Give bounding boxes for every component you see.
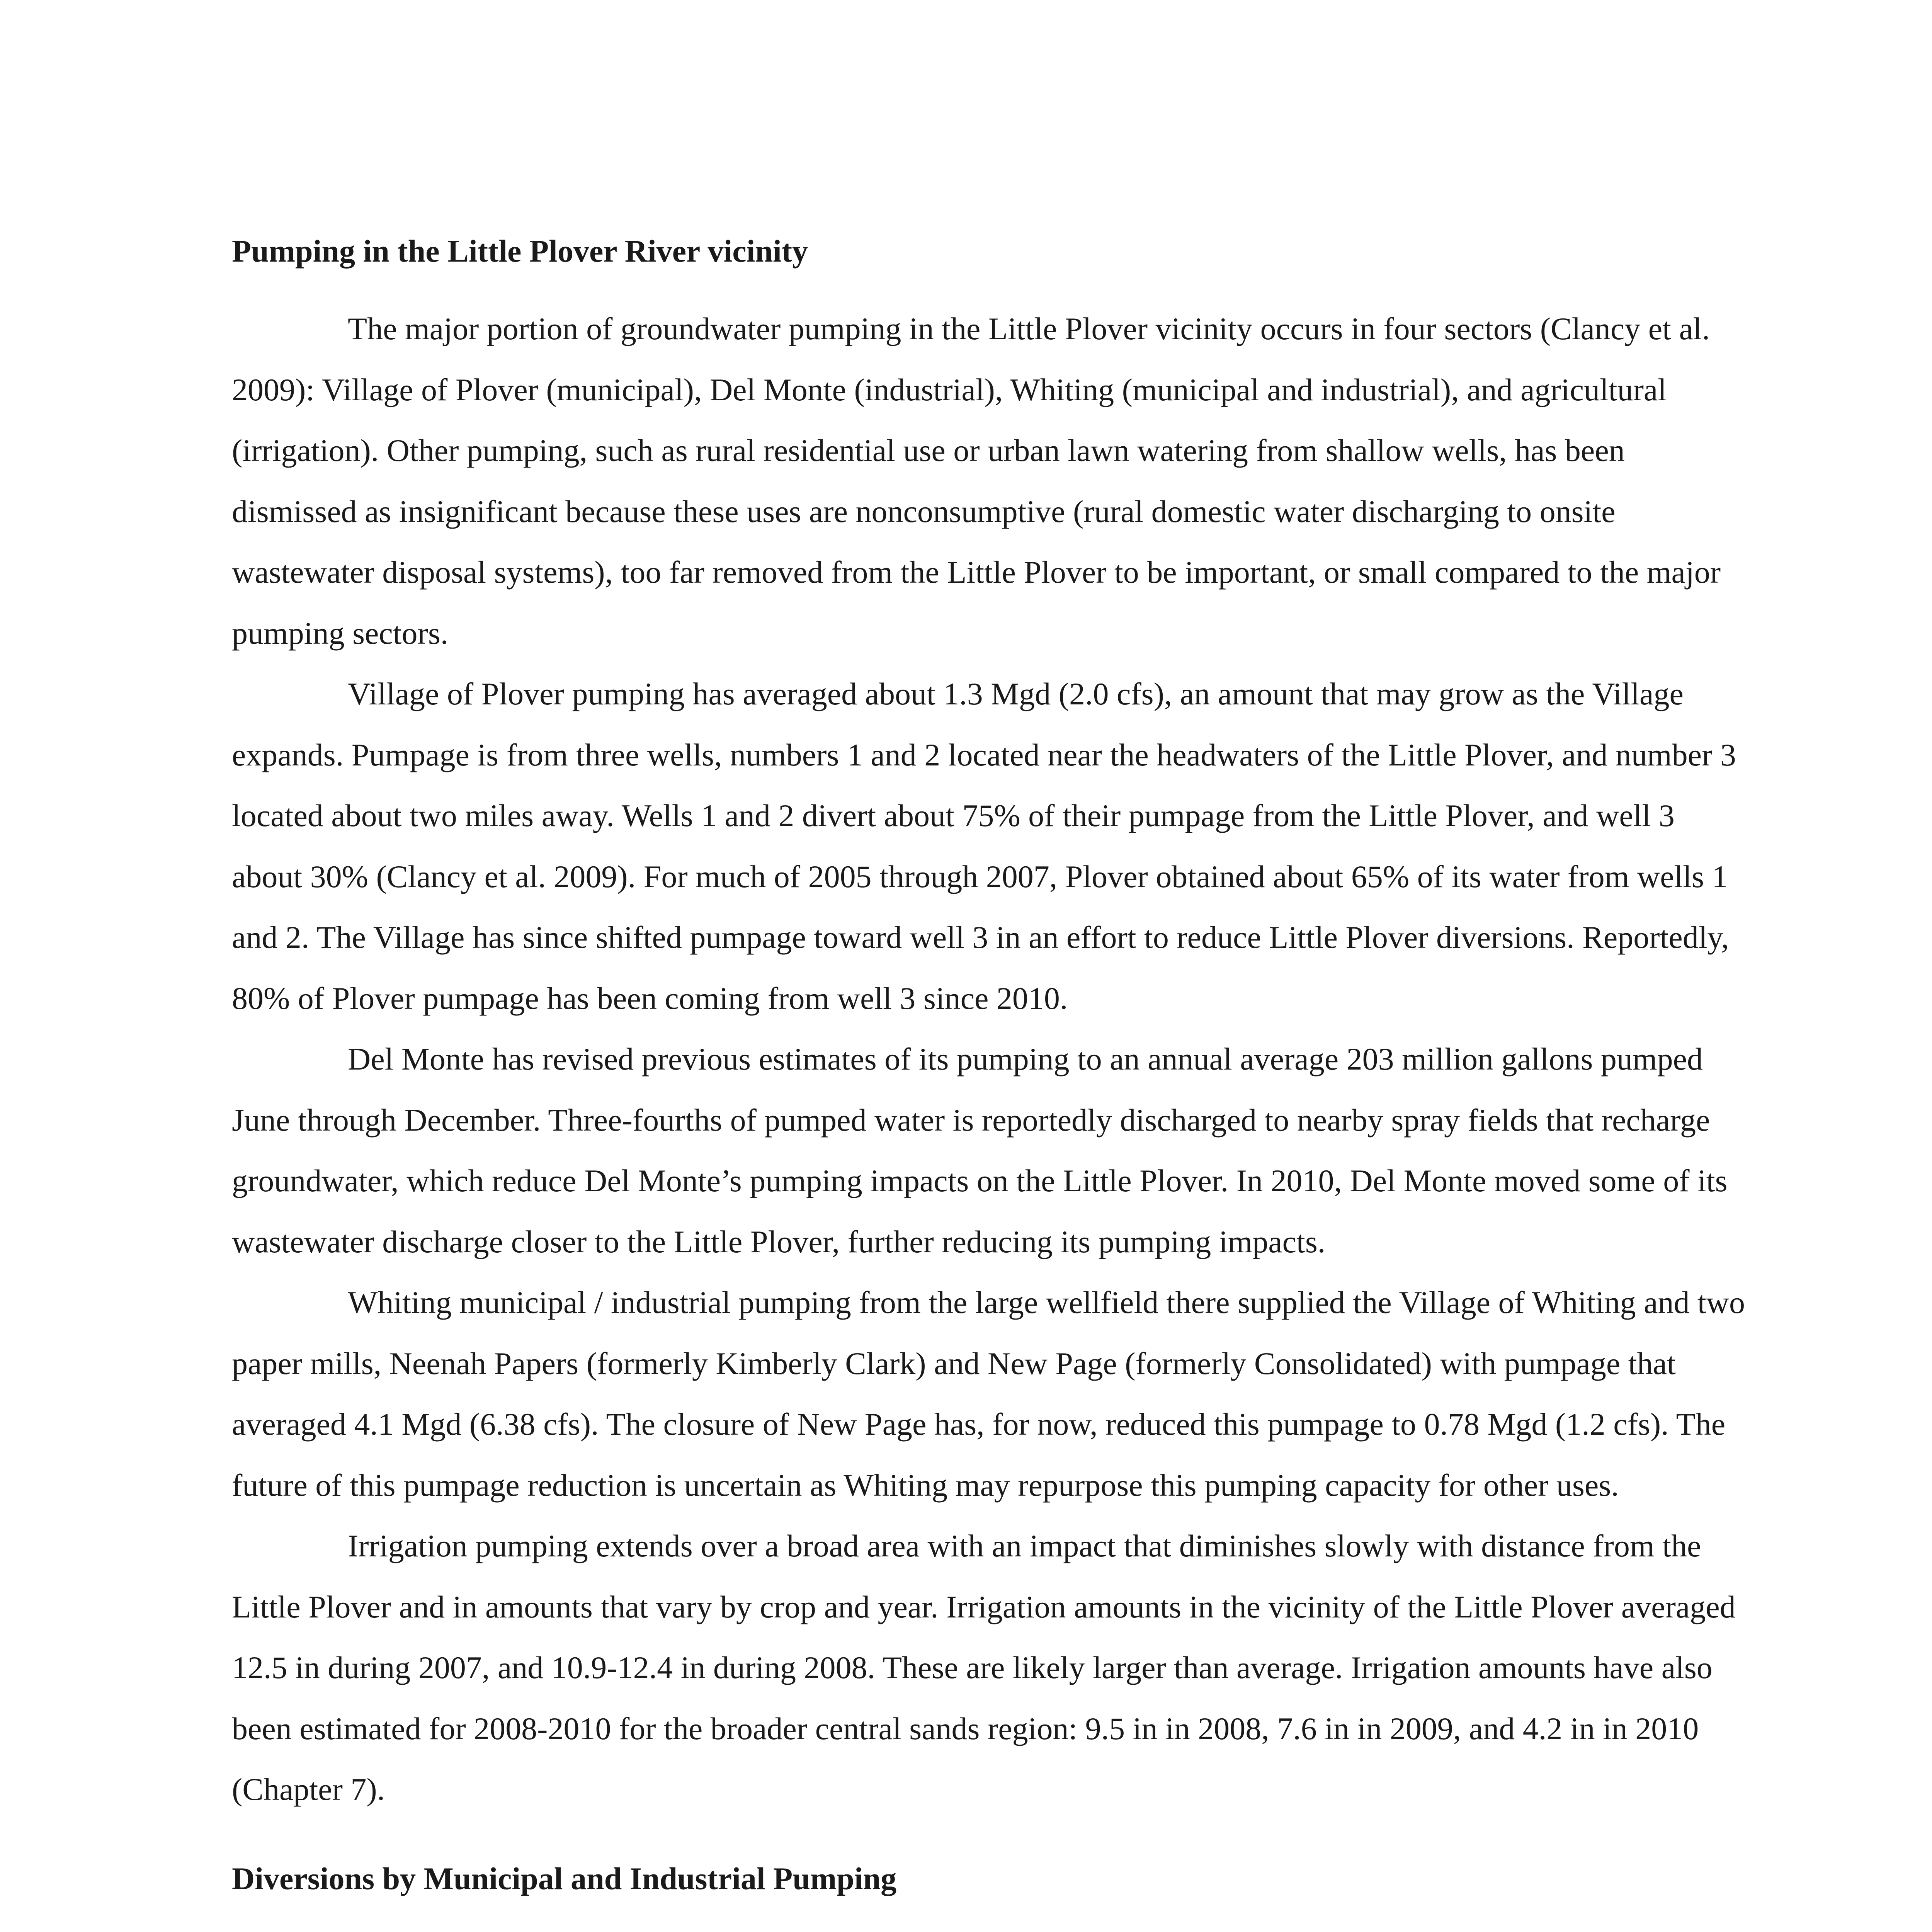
paragraph-diversions xyxy=(232,1926,1747,1932)
paragraph-pumping-sectors: The major portion of groundwater pumping in the Little Plover vicinity occurs in four sectors (Clancy et al. 2009): Village of Plover (municipal), Del Monte (industrial), Whiting (municipal and industrial), and agricultural (irrigation). Other pumping, such as rural residential use or urban lawn watering from shallow wells, has been dismissed as insignificant because these uses are nonconsumptive (rural domestic water discharging to onsite wastewater disposal systems), too far removed from the Little Plover to be important, or small compared to the major pumping sectors. xyxy=(232,311,1721,651)
page-body xyxy=(232,228,1747,1932)
paragraph-village-of-plover: Village of Plover pumping has averaged about 1.3 Mgd (2.0 cfs), an amount that may grow as the Village expands. Pumpage is from three wells, numbers 1 and 2 located near the headwaters of the Little Plover, and number 3 located about two miles away. Wells 1 and 2 divert about 75% of their pumpage from the Little Plover, and well 3 about 30% (Clancy et al. 2009). For much of 2005 through 2007, Plover obtained about 65% of its water from wells 1 and 2. The Village has since shifted pumpage toward well 3 in an effort to reduce Little Plover diversions. Reportedly, 80% of Plover pumpage has been coming from well 3 since 2010. xyxy=(232,676,1736,1016)
section-heading-pumping: Pumping in the Little Plover River vicinity xyxy=(232,233,808,269)
section-heading-diversions: Diversions by Municipal and Industrial Pumping xyxy=(232,1861,897,1896)
paragraph-del-monte: Del Monte has revised previous estimates of its pumping to an annual average 203 million gallons pumped June through December. Three-fourths of pumped water is reportedly discharged to nearby spray fields that recharge groundwater, which reduce Del Monte’s pumping impacts on the Little Plover. In 2010, Del Monte moved some of its wastewater discharge closer to the Little Plover, further reducing its pumping impacts. xyxy=(232,1041,1728,1259)
paragraph-whiting: Whiting municipal / industrial pumping from the large wellfield there supplied the Village of Whiting and two paper mills, Neenah Papers (formerly Kimberly Clark) and New Page (formerly Consolidated) with pumpage that averaged 4.1 Mgd (6.38 cfs). The closure of New Page has, for now, reduced this pumpage to 0.78 Mgd (1.2 cfs). The future of this pumpage reduction is uncertain as Whiting may repurpose this pumping capacity for other uses. xyxy=(232,1285,1745,1503)
paragraph-irrigation: Irrigation pumping extends over a broad area with an impact that diminishes slowly with distance from the Little Plover and in amounts that vary by crop and year. Irrigation amounts in the vicinity of the Little Plover averaged 12.5 in during 2007, and 10.9-12.4 in during 2008. These are likely larger than average. Irrigation amounts have also been estimated for 2008-2010 for the broader central sands region: 9.5 in in 2008, 7.6 in in 2009, and 4.2 in in 2010 (Chapter 7). xyxy=(232,1528,1736,1807)
